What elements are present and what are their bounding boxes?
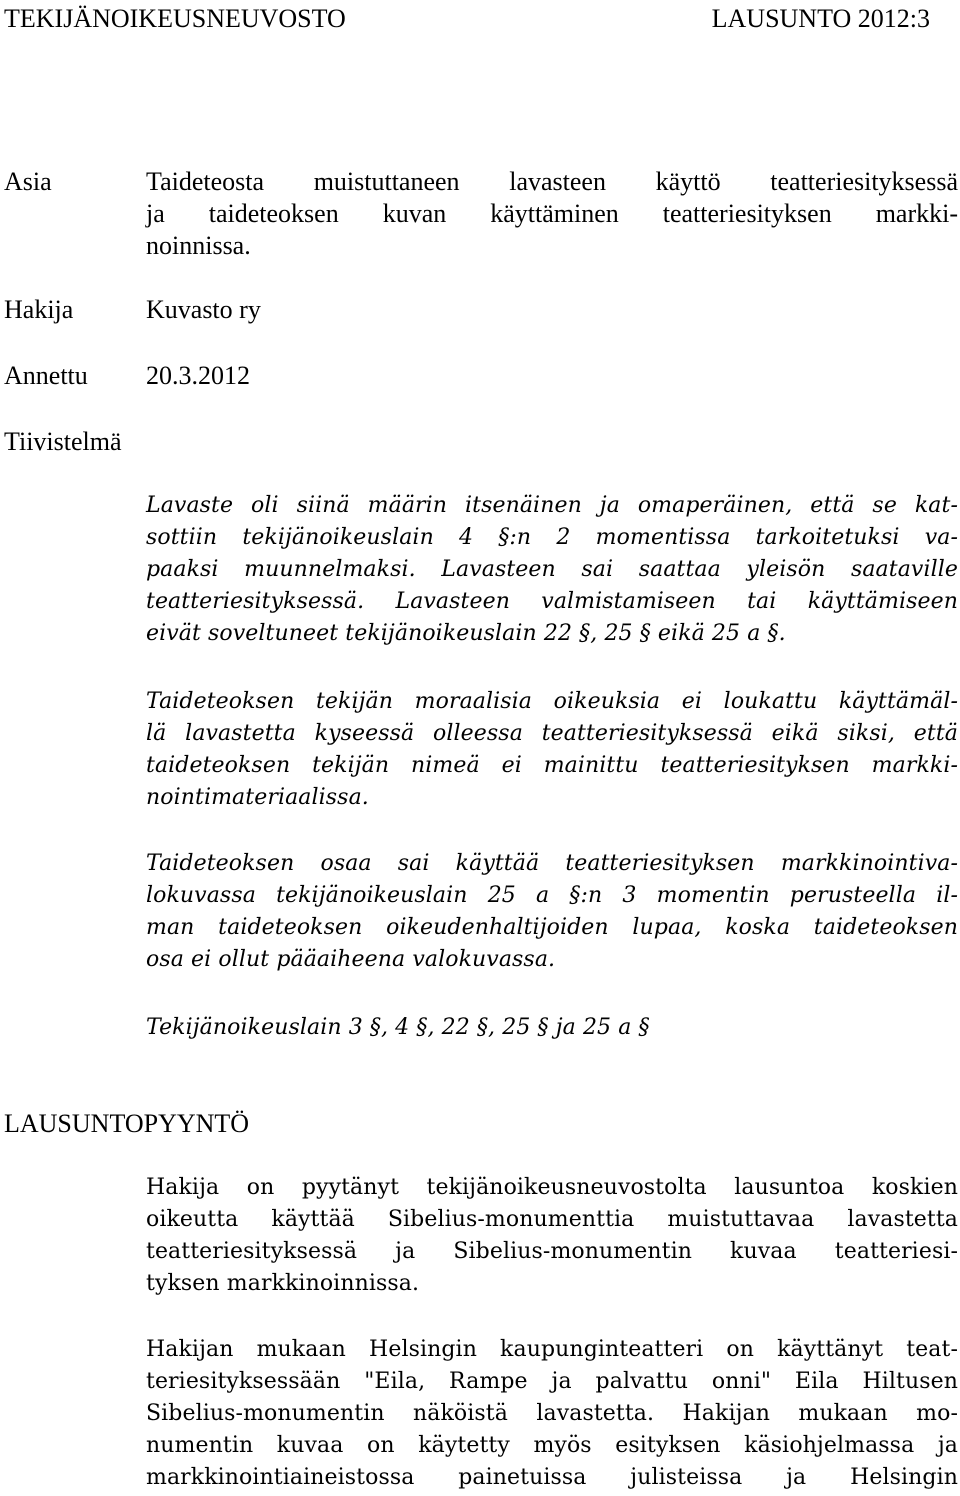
summary-line: osa ei ollut pääaiheena valokuvassa. [146,947,556,972]
summary-line: nointimateriaalissa. [146,785,369,810]
request-paragraph-2 [146,1334,958,1494]
summary-line: Taideteoksen tekijän moraalisia oikeuksia ei loukattu käyttämäl- [146,689,958,714]
request-line: teatteriesityksessä ja Sibelius-monumentin kuvaa teatteriesi- [146,1239,958,1264]
summary-line: teatteriesityksessä. Lavasteen valmistamiseen tai käyttämiseen [146,589,958,614]
annettu-label: Annettu [4,361,88,390]
statute-line: Tekijänoikeuslain 3 §, 4 §, 22 §, 25 § ja 25 a § [146,1015,650,1040]
hakija-label: Hakija [4,295,74,324]
request-line: Hakijan mukaan Helsingin kaupunginteatteri on käyttänyt teat- [146,1337,958,1362]
summary-paragraph-3 [146,848,958,976]
request-line: teriesityksessään "Eila, Rampe ja palvattu onni" Eila Hiltusen [146,1369,958,1394]
asia-line: ja taideteoksen kuvan käyttäminen teatteriesityksen markki- [146,199,958,228]
request-line: numentin kuvaa on käytetty myös esityksen käsiohjelmassa ja [146,1433,958,1458]
asia-label: Asia [4,167,52,196]
request-line: markkinointiaineistossa painetuissa julisteissa ja Helsingin [146,1465,958,1490]
request-line: Sibelius-monumentin näköistä lavastetta. Hakijan mukaan mo- [146,1401,958,1426]
summary-line: paaksi muunnelmaksi. Lavasteen sai saattaa yleisön saataville [146,557,958,582]
annettu-value [146,360,958,392]
hakija-line: Kuvasto ry [146,295,261,324]
statute-references [146,1012,958,1044]
hakija-value [146,294,958,326]
summary-heading: Tiivistelmä [4,427,122,456]
summary-line: Lavaste oli siinä määrin itsenäinen ja omaperäinen, että se kat- [146,493,958,518]
request-line: Hakija on pyytänyt tekijänoikeusneuvostolta lausuntoa koskien [146,1175,958,1200]
asia-line: noinnissa. [146,231,251,260]
summary-paragraph-2 [146,686,958,814]
summary-line: eivät soveltuneet tekijänoikeuslain 22 §, 25 § eikä 25 a §. [146,621,786,646]
summary-line: sottiin tekijänoikeuslain 4 §:n 2 momentissa tarkoitetuksi va- [146,525,958,550]
summary-line: man taideteoksen oikeudenhaltijoiden lupaa, koska taideteoksen [146,915,958,940]
summary-line: Taideteoksen osaa sai käyttää teatteriesityksen markkinointiva- [146,851,958,876]
request-line: tyksen markkinoinnissa. [146,1271,420,1296]
summary-line: taideteoksen tekijän nimeä ei mainittu teatteriesityksen markki- [146,753,958,778]
organization-name: TEKIJÄNOIKEUSNEUVOSTO [4,4,346,33]
summary-line: lä lavastetta kyseessä olleessa teatteriesityksessä eikä siksi, että [146,721,958,746]
statement-number: LAUSUNTO 2012:3 [711,4,930,33]
request-heading: LAUSUNTOPYYNTÖ [4,1109,250,1138]
request-line: oikeutta käyttää Sibelius-monumenttia muistuttavaa lavastetta [146,1207,958,1232]
request-paragraph-1 [146,1172,958,1300]
annettu-line: 20.3.2012 [146,361,250,390]
summary-line: lokuvassa tekijänoikeuslain 25 a §:n 3 momentin perusteella il- [146,883,958,908]
asia-value [146,166,958,262]
asia-line: Taideteosta muistuttaneen lavasteen käyttö teatteriesityksessä [146,167,958,196]
summary-paragraph-1 [146,490,958,650]
